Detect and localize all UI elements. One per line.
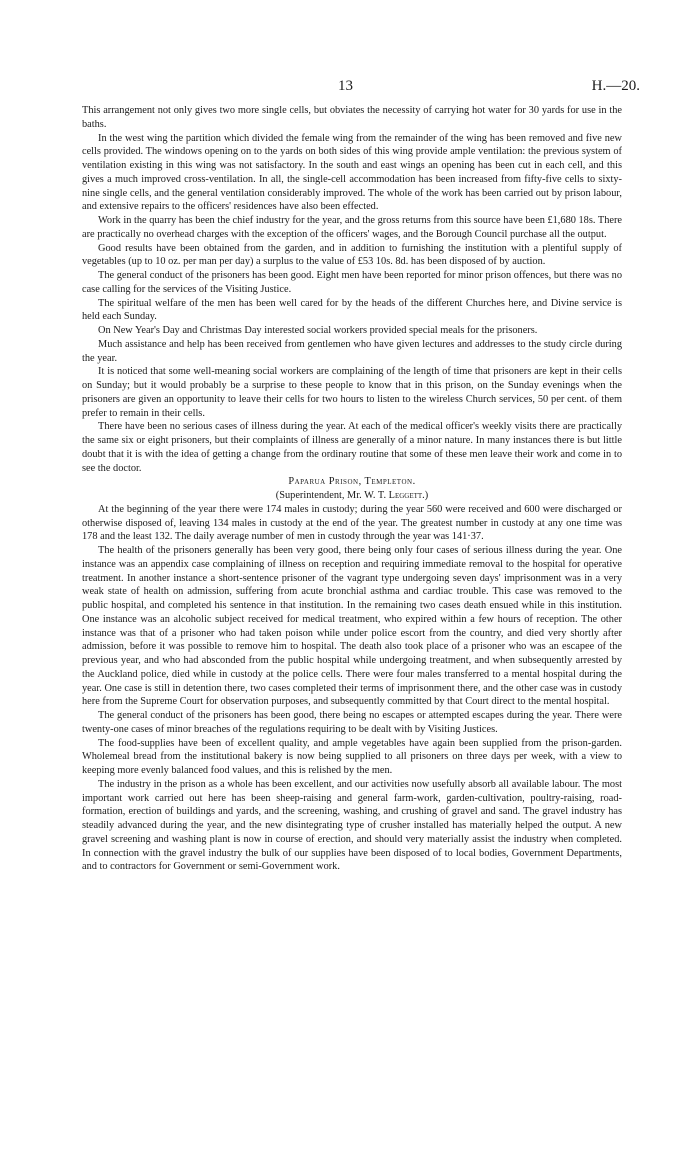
paragraph: The general conduct of the prisoners has been good. Eight men have been reported for minor prison offences, but there was no case calling for the services of the Visiting Justice.	[82, 270, 622, 295]
paragraph: The general conduct of the prisoners has been good, there being no escapes or attempted escapes during the year. There were twenty-one cases of minor breaches of the regulations requiring to be dealt with by Visiting Justices.	[82, 710, 622, 735]
section-heading: Paparua Prison, Templeton.	[288, 476, 416, 488]
document-reference: H.—20.	[591, 78, 640, 94]
paragraph: The spiritual welfare of the men has been well cared for by the heads of the different Churches here, and Divine service is held each Sunday.	[82, 297, 622, 323]
paragraph: The health of the prisoners generally has been very good, there being only four cases of serious illness during the year. One instance was an appendix case complaining of illness on reception and requiring immediate removal to the hospital for operative treatment. In another instance a short-sentence prisoner of the vagrant type undergoing seven days' imprisonment was in a very weak state of health on admission, suffering from acute bronchial asthma and cardiac trouble. This case was removed to the public hospital, and completed his sentence in that institution. In the remaining two cases death ensued while in this institution. One instance was an alcoholic subject received for medical treatment, who expired within a few hours of reception. The other instance was that of a prisoner who had taken poison while under police escort from the country, and died very shortly after admission, before it was possible to remove him to hospital. The death also took place of a prisoner who was an escapee of the previous year, and who had absconded from the public hospital while undergoing treatment, and when subsequently arrested by the Auckland police, died while in custody at the police cells. There were four males transferred to a mental hospital during the year. One case is still in detention there, two cases completed their terms of imprisonment there, and the other case was in custody here from the Supreme Court for observation purposes, and subsequently committed by that Court direct to the mental hospital.	[82, 545, 622, 708]
paragraph: Good results have been obtained from the garden, and in addition to furnishing the institution with a plentiful supply of vegetables (up to 10 oz. per man per day) a surplus to the value of £53 10s. 8d. has been disposed of by auction.	[82, 242, 622, 268]
paragraph: The food-supplies have been of excellent quality, and ample vegetables have again been supplied from the prison-garden. Wholemeal bread from the institutional bakery is now being supplied to all prisoners on three days per week, with a view to keeping more evenly balanced food values, and this is relished by the men.	[82, 737, 622, 776]
subheading-suffix: .)	[422, 490, 429, 501]
section-subheading	[82, 489, 622, 503]
document-body	[82, 104, 622, 874]
paragraph: This arrangement not only gives two more single cells, but obviates the necessity of carrying hot water for 30 yards for use in the baths.	[82, 105, 622, 130]
paragraph: On New Year's Day and Christmas Day interested social workers provided special meals for the prisoners.	[98, 325, 538, 336]
subheading-prefix: (Superintendent, Mr. W. T.	[275, 490, 389, 501]
paragraph: At the beginning of the year there were 174 males in custody; during the year 560 were received and 600 were discharged or otherwise disposed of, leaving 134 males in custody at the end of the year. The greatest number in custody at any one time was 178 and the least 132. The daily average number of men in custody through the year was 141·37.	[82, 503, 622, 543]
paragraph: It is noticed that some well-meaning social workers are complaining of the length of time that prisoners are kept in their cells on Sunday; but it would probably be a surprise to these people to know that in this prison, on the Sunday evenings when the prisoners are given an opportunity to leave their cells for two hours to listen to the wireless Church services, 50 per cent. of them prefer to remain in their cells.	[82, 366, 622, 419]
page-header	[0, 78, 700, 100]
page-number: 13	[338, 78, 353, 94]
paragraph: In the west wing the partition which divided the female wing from the remainder of the wing has been removed and five new cells provided. The windows opening on to the yards on both sides of this wing provide ample ventilation: the previous system of ventilation existing in this wing was not satisfactory. In the south and east wings an opening has been cut in each cell, and this gives a much improved cross-ventilation. In all, the single-cell accommodation has been increased from fifty-five cells to sixty-nine single cells, and the general ventilation considerably improved. The whole of the work has been carried out by prison labour, and extensive repairs to the officers' residences have also been effected.	[82, 132, 622, 213]
paragraph: There have been no serious cases of illness during the year. At each of the medical officer's weekly visits there are practically the same six or eight prisoners, but their complaints of illness are generally of a minor nature. In many instances there is but little doubt that it is with the idea of getting a change from the ordinary routine that some of these men leave their work and come in to see the doctor.	[82, 421, 622, 474]
paragraph: Work in the quarry has been the chief industry for the year, and the gross returns from this source have been £1,680 18s. There are practically no overhead charges with the exception of the officers' wages, and the Borough Council purchase all the output.	[82, 215, 622, 240]
paragraph: Much assistance and help has been received from gentlemen who have given lectures and addresses to the study circle during the year.	[82, 338, 622, 364]
paragraph: The industry in the prison as a whole has been excellent, and our activities now usefully absorb all available labour. The most important work carried out here has been sheep-raising and general farm-work, garden-cultivation, poultry-raising, road-formation, erection of buildings and yards, and the screening, washing, and crushing of gravel and sand. The gravel industry has steadily advanced during the year, and the new disintegrating type of crusher installed has materially helped the output. A new gravel screening and washing plant is now in course of erection, and should very materially assist the industry when completed. In connection with the gravel industry the bulk of our supplies have been disposed of to local bodies, Government Departments, and to contractors for Government or semi-Government work.	[82, 778, 622, 873]
superintendent-name: Leggett	[388, 490, 423, 501]
